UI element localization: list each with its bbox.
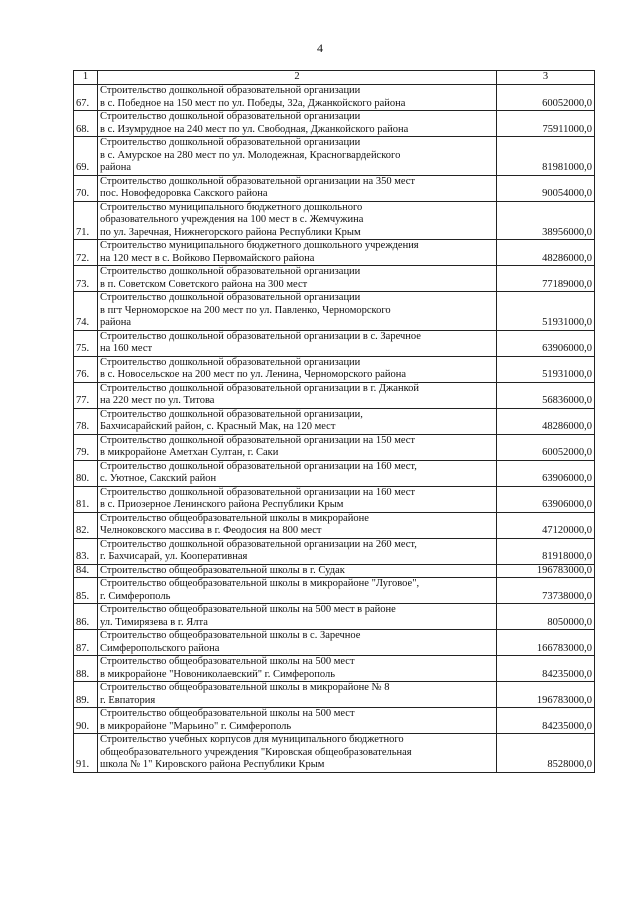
row-amount: 47120000,0 bbox=[497, 512, 595, 538]
row-description: Строительство дошкольной образовательной организации в пгт Черноморское на 200 мест по ул. Павленко, Черноморского района bbox=[98, 292, 497, 331]
column-header-number: 1 bbox=[74, 71, 98, 85]
row-amount: 63906000,0 bbox=[497, 486, 595, 512]
row-amount: 8050000,0 bbox=[497, 604, 595, 630]
table-row bbox=[74, 266, 595, 292]
row-amount: 81981000,0 bbox=[497, 137, 595, 176]
row-amount: 38956000,0 bbox=[497, 201, 595, 240]
column-header-description: 2 bbox=[98, 71, 497, 85]
page-number: 4 bbox=[317, 41, 323, 55]
row-number: 87. bbox=[74, 630, 98, 656]
table-row bbox=[74, 434, 595, 460]
row-amount: 51931000,0 bbox=[497, 292, 595, 331]
row-description: Строительство дошкольной образовательной организации в с. Заречное на 160 мест bbox=[98, 330, 497, 356]
row-description: Строительство дошкольной образовательной организации на 350 мест пос. Новофедоровка Сакского района bbox=[98, 175, 497, 201]
row-description: Строительство дошкольной образовательной организации на 260 мест, г. Бахчисарай, ул. Кооперативная bbox=[98, 538, 497, 564]
table-row bbox=[74, 292, 595, 331]
table-row bbox=[74, 240, 595, 266]
construction-table bbox=[73, 70, 595, 773]
row-description: Строительство муниципального бюджетного дошкольного учреждения на 120 мест в с. Войково Первомайского района bbox=[98, 240, 497, 266]
row-amount: 63906000,0 bbox=[497, 460, 595, 486]
table-row bbox=[74, 137, 595, 176]
row-description: Строительство дошкольной образовательной организации на 160 мест, с. Уютное, Сакский район bbox=[98, 460, 497, 486]
row-description: Строительство дошкольной образовательной организации в п. Советском Советского района на 300 мест bbox=[98, 266, 497, 292]
row-description: Строительство общеобразовательной школы в микрорайоне Челноковского массива в г. Феодосия на 800 мест bbox=[98, 512, 497, 538]
table-row bbox=[74, 682, 595, 708]
row-description: Строительство дошкольной образовательной организации на 150 мест в микрорайоне Аметхан Султан, г. Саки bbox=[98, 434, 497, 460]
row-description: Строительство общеобразовательной школы на 500 мест в районе ул. Тимирязева в г. Ялта bbox=[98, 604, 497, 630]
row-description: Строительство общеобразовательной школы в микрорайоне № 8 г. Евпатория bbox=[98, 682, 497, 708]
row-description: Строительство муниципального бюджетного дошкольного образовательного учреждения на 100 мест в с. Жемчужина по ул. Заречная, Нижнегорского района Республики Крым bbox=[98, 201, 497, 240]
row-amount: 48286000,0 bbox=[497, 408, 595, 434]
row-description: Строительство учебных корпусов для муниципального бюджетного общеобразовательного учреждения "Кировская общеобразовательная школа № 1" Кировского района Республики Крым bbox=[98, 734, 497, 773]
row-amount: 196783000,0 bbox=[497, 564, 595, 578]
row-description: Строительство дошкольной образовательной организации, Бахчисарайский район, с. Красный Мак, на 120 мест bbox=[98, 408, 497, 434]
row-amount: 84235000,0 bbox=[497, 708, 595, 734]
table-row bbox=[74, 111, 595, 137]
row-number: 70. bbox=[74, 175, 98, 201]
row-description: Строительство дошкольной образовательной организации в с. Победное на 150 мест по ул. Победы, 32а, Джанкойского района bbox=[98, 85, 497, 111]
row-amount: 73738000,0 bbox=[497, 578, 595, 604]
row-description: Строительство общеобразовательной школы на 500 мест в микрорайоне "Новониколаевский" г. Симферополь bbox=[98, 656, 497, 682]
row-amount: 63906000,0 bbox=[497, 330, 595, 356]
row-number: 69. bbox=[74, 137, 98, 176]
row-description: Строительство общеобразовательной школы в с. Заречное Симферопольского района bbox=[98, 630, 497, 656]
row-description: Строительство общеобразовательной школы в г. Судак bbox=[98, 564, 497, 578]
table-row bbox=[74, 330, 595, 356]
row-number: 72. bbox=[74, 240, 98, 266]
row-number: 91. bbox=[74, 734, 98, 773]
table-row bbox=[74, 85, 595, 111]
row-number: 85. bbox=[74, 578, 98, 604]
row-amount: 60052000,0 bbox=[497, 85, 595, 111]
row-number: 86. bbox=[74, 604, 98, 630]
row-number: 88. bbox=[74, 656, 98, 682]
row-number: 79. bbox=[74, 434, 98, 460]
row-amount: 84235000,0 bbox=[497, 656, 595, 682]
row-number: 83. bbox=[74, 538, 98, 564]
table-row bbox=[74, 201, 595, 240]
row-number: 75. bbox=[74, 330, 98, 356]
row-amount: 90054000,0 bbox=[497, 175, 595, 201]
table-row bbox=[74, 486, 595, 512]
row-number: 82. bbox=[74, 512, 98, 538]
row-number: 76. bbox=[74, 356, 98, 382]
row-amount: 77189000,0 bbox=[497, 266, 595, 292]
row-amount: 56836000,0 bbox=[497, 382, 595, 408]
table-row bbox=[74, 408, 595, 434]
row-number: 90. bbox=[74, 708, 98, 734]
table-row bbox=[74, 564, 595, 578]
row-number: 84. bbox=[74, 564, 98, 578]
table-row bbox=[74, 460, 595, 486]
row-description: Строительство дошкольной образовательной организации в с. Амурское на 280 мест по ул. Молодежная, Красногвардейского района bbox=[98, 137, 497, 176]
table-row bbox=[74, 604, 595, 630]
row-number: 73. bbox=[74, 266, 98, 292]
row-number: 71. bbox=[74, 201, 98, 240]
row-description: Строительство общеобразовательной школы в микрорайоне "Луговое", г. Симферополь bbox=[98, 578, 497, 604]
row-amount: 60052000,0 bbox=[497, 434, 595, 460]
row-amount: 196783000,0 bbox=[497, 682, 595, 708]
table-row bbox=[74, 175, 595, 201]
row-amount: 75911000,0 bbox=[497, 111, 595, 137]
row-description: Строительство дошкольной образовательной организации в г. Джанкой на 220 мест по ул. Титова bbox=[98, 382, 497, 408]
row-amount: 166783000,0 bbox=[497, 630, 595, 656]
row-number: 81. bbox=[74, 486, 98, 512]
table-row bbox=[74, 656, 595, 682]
row-amount: 48286000,0 bbox=[497, 240, 595, 266]
row-number: 77. bbox=[74, 382, 98, 408]
table-row bbox=[74, 382, 595, 408]
row-number: 78. bbox=[74, 408, 98, 434]
table-row bbox=[74, 538, 595, 564]
row-description: Строительство дошкольной образовательной организации в с. Изумрудное на 240 мест по ул. Свободная, Джанкойского района bbox=[98, 111, 497, 137]
row-number: 80. bbox=[74, 460, 98, 486]
table-header-row bbox=[74, 71, 595, 85]
row-number: 67. bbox=[74, 85, 98, 111]
row-description: Строительство дошкольной образовательной организации на 160 мест в с. Приозерное Ленинского района Республики Крым bbox=[98, 486, 497, 512]
table-row bbox=[74, 734, 595, 773]
row-number: 74. bbox=[74, 292, 98, 331]
table-row bbox=[74, 356, 595, 382]
row-number: 68. bbox=[74, 111, 98, 137]
row-number: 89. bbox=[74, 682, 98, 708]
column-header-amount: 3 bbox=[497, 71, 595, 85]
row-amount: 8528000,0 bbox=[497, 734, 595, 773]
row-description: Строительство дошкольной образовательной организации в с. Новосельское на 200 мест по ул. Ленина, Черноморского района bbox=[98, 356, 497, 382]
row-amount: 51931000,0 bbox=[497, 356, 595, 382]
table-row bbox=[74, 708, 595, 734]
row-description: Строительство общеобразовательной школы на 500 мест в микрорайоне "Марьино" г. Симферополь bbox=[98, 708, 497, 734]
table-row bbox=[74, 630, 595, 656]
row-amount: 81918000,0 bbox=[497, 538, 595, 564]
table-row bbox=[74, 512, 595, 538]
table-row bbox=[74, 578, 595, 604]
